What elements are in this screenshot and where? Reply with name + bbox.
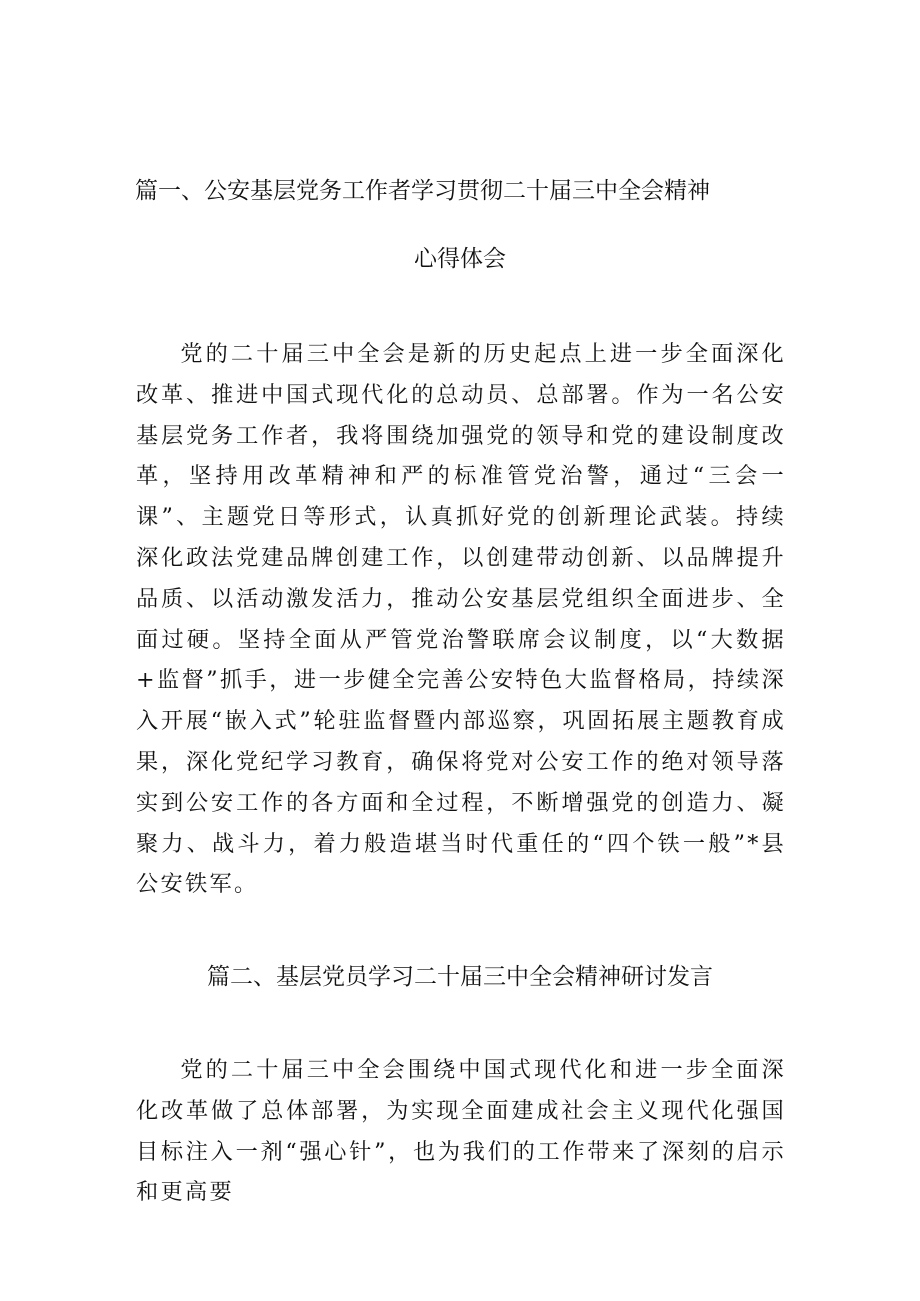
article2-title: 篇二、基层党员学习二十届三中全会精神研讨发言	[207, 964, 713, 990]
article1-title-line1: 篇一、公安基层党务工作者学习贯彻二十届三中全会精神	[135, 178, 710, 204]
article1-body-paragraph: 党的二十届三中全会是新的历史起点上进一步全面深化改革、推进中国式现代化的总动员、总部署。作为一名公安基层党务工作者，我将围绕加强党的领导和党的建设制度改革，坚持用改革精神和严的标准管党治警，通过“三会一课”、主题党日等形式，认真抓好党的创新理论武装。持续深化政法党建品牌创建工作，以创建带动创新、以品牌提升品质、以活动激发活力，推动公安基层党组织全面进步、全面过硬。坚持全面从严管党治警联席会议制度，以“大数据+监督”抓手，进一步健全完善公安特色大监督格局，持续深入开展“嵌入式”轮驻监督暨内部巡察，巩固拓展主题教育成果，深化党纪学习教育，确保将党对公安工作的绝对领导落实到公安工作的各方面和全过程，不断增强党的创造力、凝聚力、战斗力，着力般造堪当时代重任的“四个铁一般”*县公安铁军。	[136, 341, 786, 898]
article2-body-paragraph: 党的二十届三中全会围绕中国式现代化和进一步全面深化改革做了总体部署，为实现全面建成社会主义现代化强国目标注入一剂“强心针”，也为我们的工作带来了深刻的启示和更高要	[136, 1057, 786, 1206]
article1-title-line2: 心得体会	[414, 246, 506, 272]
